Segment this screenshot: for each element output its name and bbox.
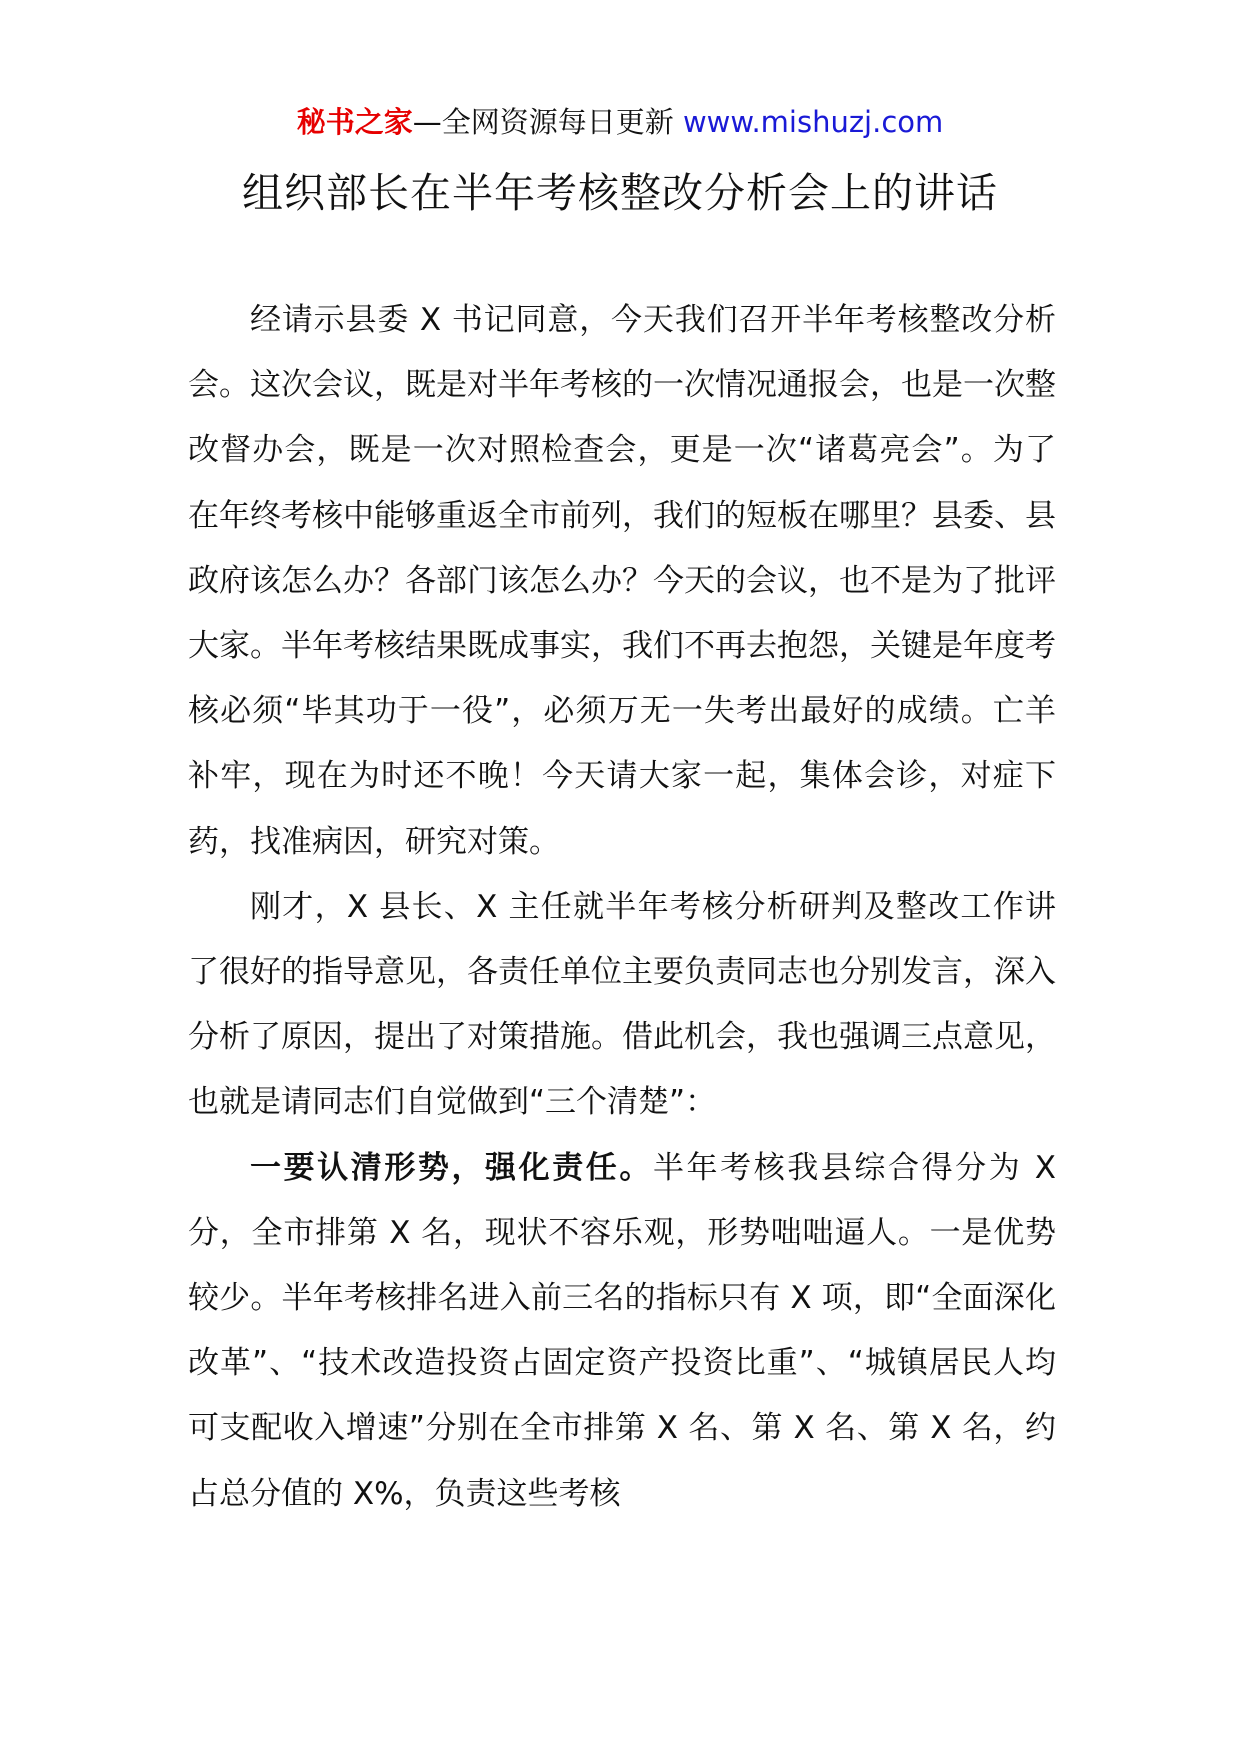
paragraph-1-text: 经请示县委 X 书记同意，今天我们召开半年考核整改分析会。这次会议，既是对半年考核的一次情况通报会，也是一次整改督办会，既是一次对照检查会，更是一次“诸葛亮会”。为了在年终考核中能够重返全市前列，我们的短板在哪里？县委、县政府该怎么办？各部门该怎么办？今天的会议，也不是为了批评大家。半年考核结果既成事实，我们不再去抱怨，关键是年度考核必须“毕其功于一役”，必须万无一失考出最好的成绩。亡羊补牢，现在为时还不晚！今天请大家一起，集体会诊，对症下药，找准病因，研究对策。 <box>188 302 1056 860</box>
document-body <box>188 288 1056 1527</box>
site-header <box>0 100 1240 144</box>
brand-name: 秘书之家 <box>296 105 413 139</box>
paragraph-3-lead: 一要认清形势，强化责任。 <box>250 1149 653 1186</box>
paragraph-1 <box>188 288 1056 875</box>
header-tagline: —全网资源每日更新 <box>412 105 683 139</box>
paragraph-3 <box>188 1136 1056 1527</box>
site-url-link[interactable]: www.mishuzj.com <box>682 105 944 139</box>
paragraph-3-text: 半年考核我县综合得分为 X 分，全市排第 X 名，现状不容乐观，形势咄咄逼人。一是优势较少。半年考核排名进入前三名的指标只有 X 项，即“全面深化改革”、“技术改造投资占固定资产投资比重”、“城镇居民人均可支配收入增速”分别在全市排第 X 名、第 X 名、第 X 名，约占总分值的 X%，负责这些考核 <box>188 1149 1056 1512</box>
paragraph-2 <box>188 875 1056 1136</box>
paragraph-2-text: 刚才，X 县长、X 主任就半年考核分析研判及整改工作讲了很好的指导意见，各责任单位主要负责同志也分别发言，深入分析了原因，提出了对策措施。借此机会，我也强调三点意见，也就是请同志们自觉做到“三个清楚”： <box>188 888 1056 1121</box>
document-title: 组织部长在半年考核整改分析会上的讲话 <box>242 169 998 217</box>
